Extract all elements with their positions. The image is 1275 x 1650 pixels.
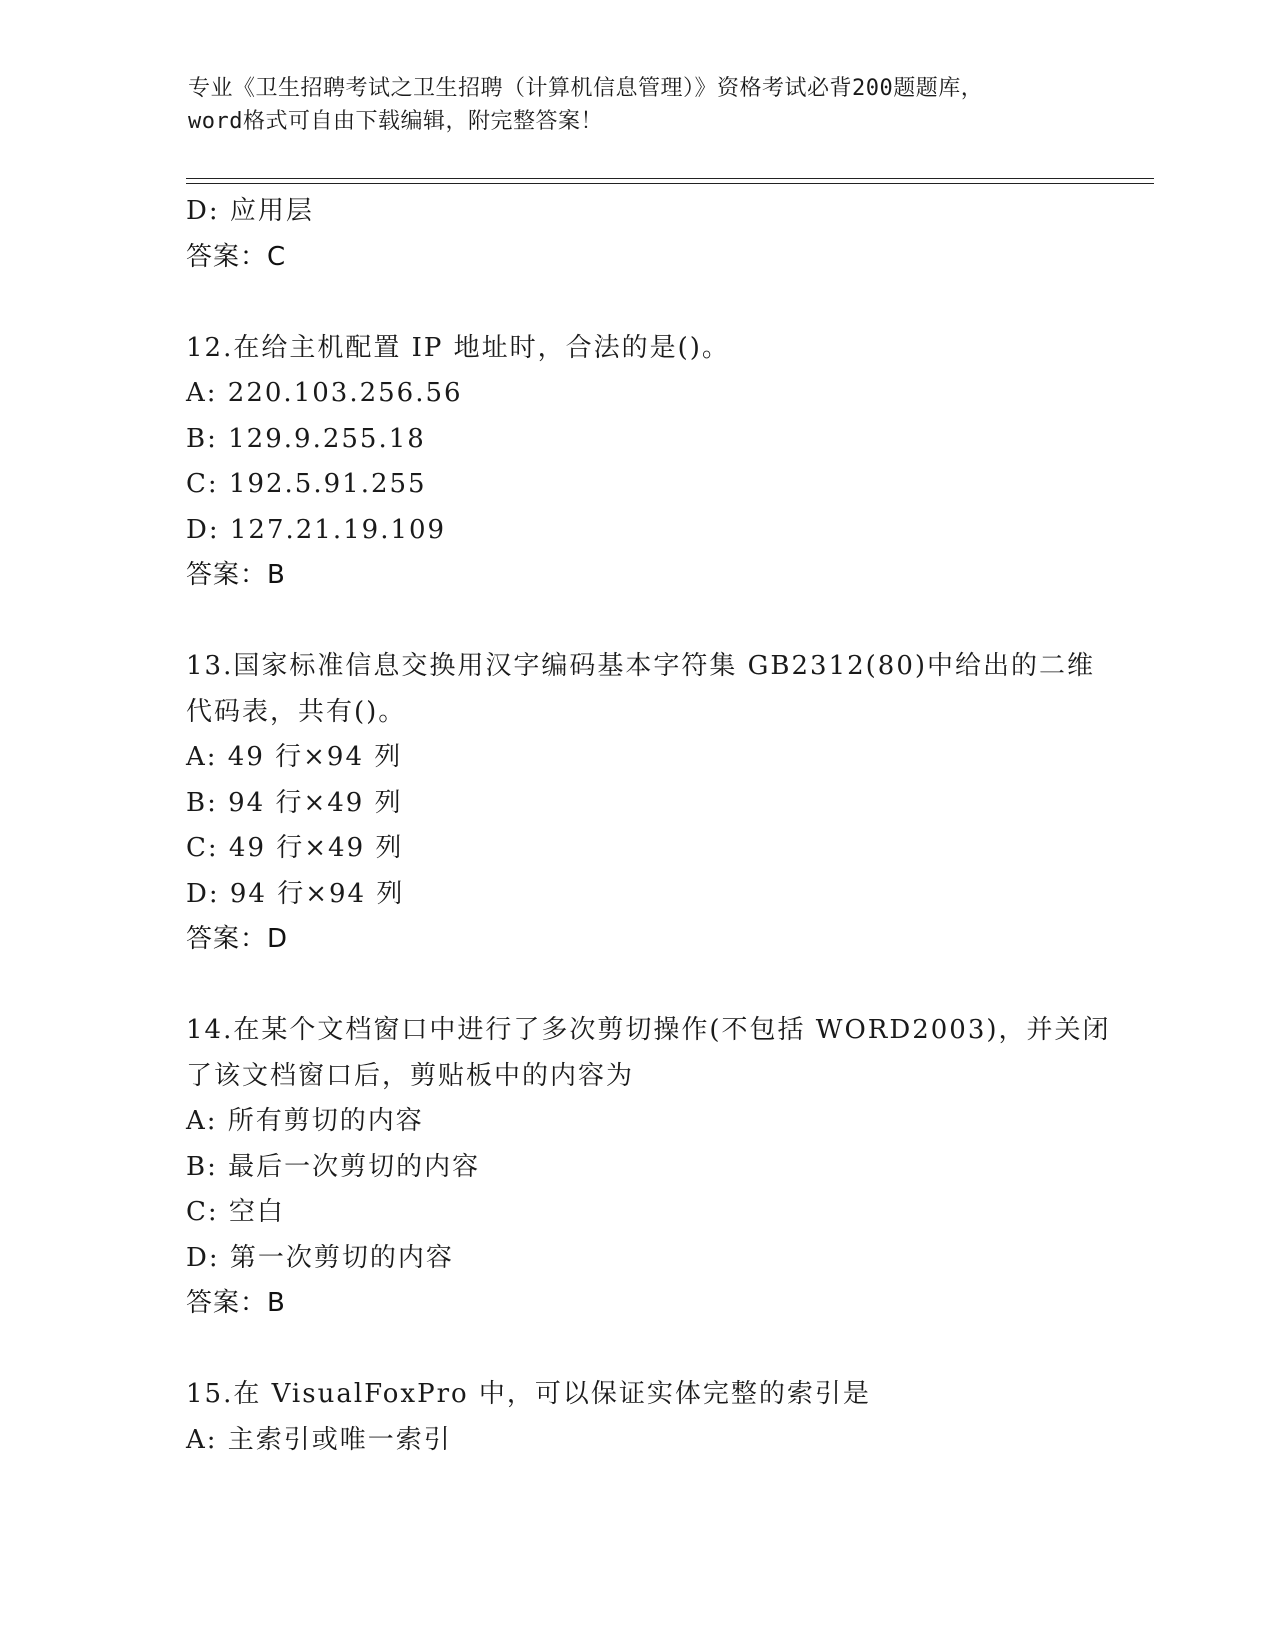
- question-list: [186, 189, 1111, 1463]
- question-stem: 13.国家标准信息交换用汉字编码基本字符集 GB2312(80)中给出的二维: [186, 651, 1096, 681]
- answer-line: 答案：B: [186, 560, 286, 590]
- question-stem-continued: 代码表，共有()。: [186, 696, 407, 727]
- option-b: B: 129.9.255.18: [186, 423, 426, 454]
- option-a: A: 49 行×94 列: [186, 742, 403, 772]
- option-b: B: 94 行×49 列: [186, 787, 403, 818]
- question-15: [186, 1372, 1086, 1463]
- question-stem-continued: 了该文档窗口后，剪贴板中的内容为: [186, 1060, 635, 1091]
- header-title-line-2: word格式可自由下载编辑，附完整答案！: [188, 109, 603, 134]
- question-13: [186, 644, 1096, 963]
- option-b: B: 最后一次剪切的内容: [186, 1151, 481, 1182]
- option-a: A: 220.103.256.56: [186, 378, 463, 408]
- option-c: C: 192.5.91.255: [186, 469, 427, 499]
- option-c: C: 空白: [186, 1197, 285, 1227]
- question-12: [186, 326, 1086, 599]
- answer-line: 答案：B: [186, 1288, 286, 1318]
- option-d: D: 127.21.19.109: [186, 514, 447, 545]
- header-title-line-1: 专业《卫生招聘考试之卫生招聘（计算机信息管理）》资格考试必背200题题库，: [188, 76, 984, 101]
- answer-line: 答案：C: [186, 241, 287, 272]
- option-a: A: 主索引或唯一索引: [186, 1424, 452, 1455]
- option-d: D: 第一次剪切的内容: [186, 1242, 454, 1273]
- option-d: D: 应用层: [186, 196, 314, 226]
- option-a: A: 所有剪切的内容: [186, 1106, 424, 1136]
- document-header: [188, 72, 1088, 138]
- question-11-tail: [186, 189, 1086, 280]
- question-stem: 12.在给主机配置 IP 地址时，合法的是()。: [186, 332, 730, 363]
- question-stem: 14.在某个文档窗口中进行了多次剪切操作(不包括 WORD2003)，并关闭: [186, 1015, 1111, 1045]
- option-c: C: 49 行×49 列: [186, 833, 404, 863]
- question-14: [186, 1008, 1111, 1327]
- question-stem: 15.在 VisualFoxPro 中，可以保证实体完整的索引是: [186, 1379, 871, 1409]
- header-divider-top: [186, 178, 1154, 179]
- header-divider-bottom: [186, 183, 1154, 184]
- option-d: D: 94 行×94 列: [186, 878, 405, 909]
- answer-line: 答案：D: [186, 924, 289, 954]
